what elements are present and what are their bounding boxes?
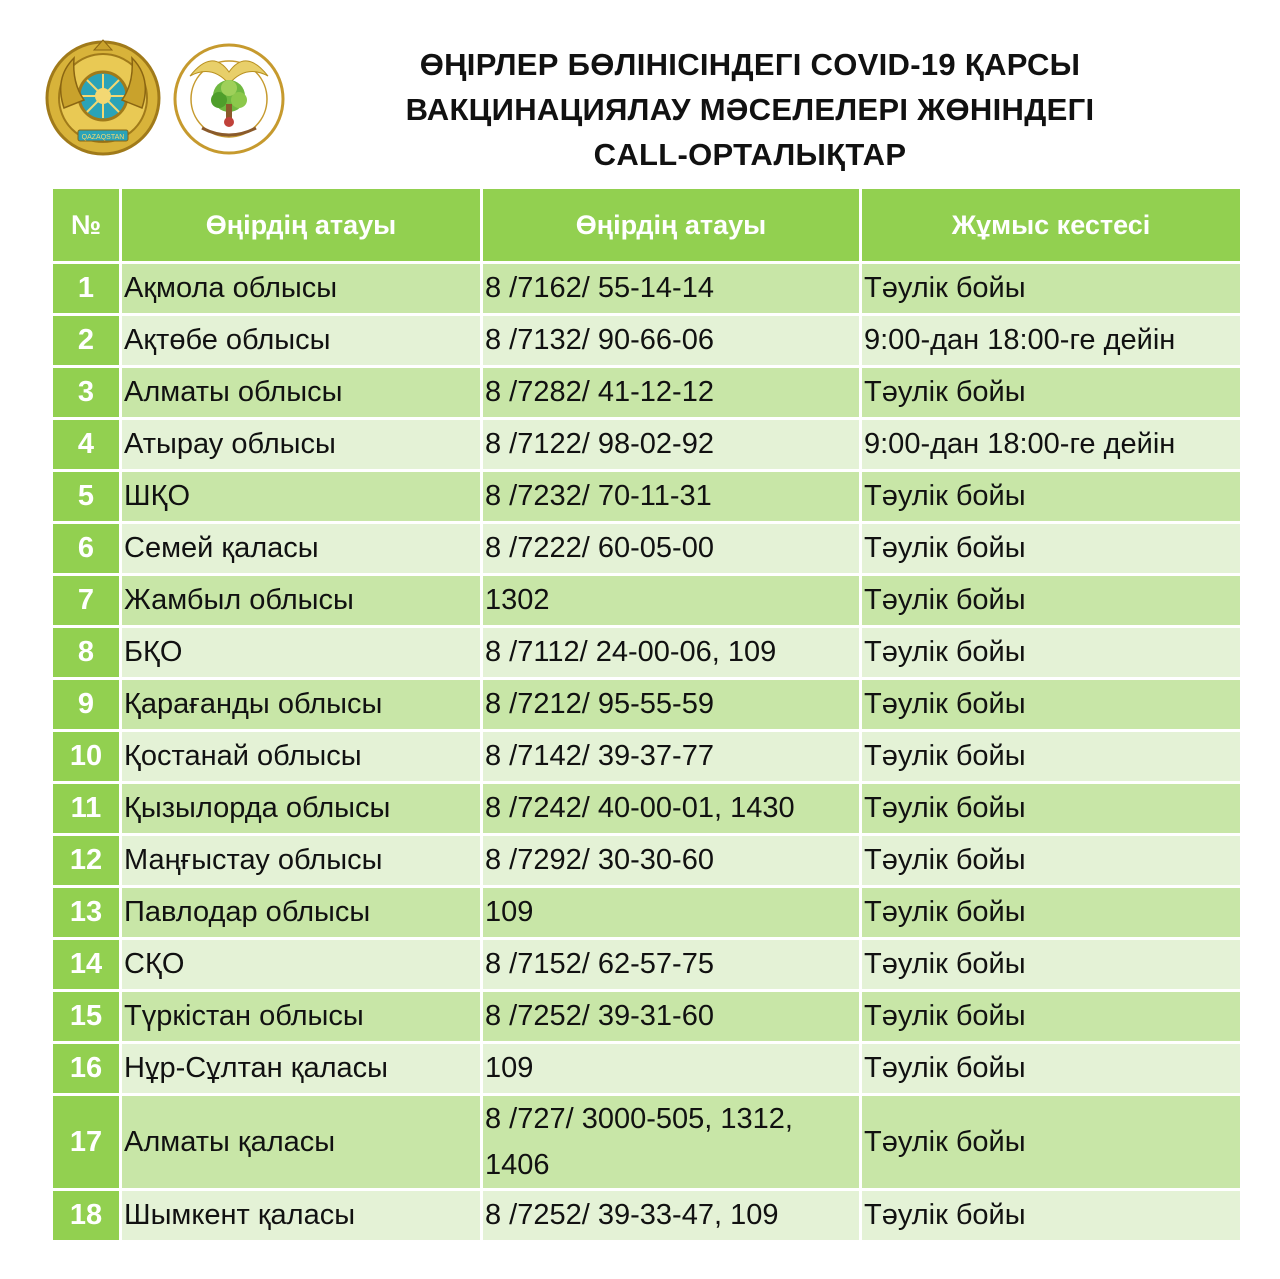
region-cell: Алматы облысы	[122, 368, 480, 417]
row-number: 16	[53, 1044, 119, 1093]
row-number: 1	[53, 264, 119, 313]
table-row	[53, 420, 1240, 469]
region-cell: Атырау облысы	[122, 420, 480, 469]
row-number: 8	[53, 628, 119, 677]
title-line-2: ВАКЦИНАЦИЯЛАУ МӘСЕЛЕЛЕРІ ЖӨНІНДЕГІ	[405, 92, 1095, 127]
phone-cell: 8 /7282/ 41-12-12	[483, 368, 859, 417]
schedule-cell: Тәулік бойы	[862, 264, 1240, 313]
row-number: 10	[53, 732, 119, 781]
schedule-cell: Тәулік бойы	[862, 628, 1240, 677]
table-row	[53, 1096, 1240, 1188]
table-row	[53, 576, 1240, 625]
region-cell: СҚО	[122, 940, 480, 989]
schedule-cell: Тәулік бойы	[862, 472, 1240, 521]
title-line-1: ӨҢІРЛЕР БӨЛІНІСІНДЕГІ COVID-19 ҚАРСЫ	[419, 47, 1081, 82]
row-number: 9	[53, 680, 119, 729]
table-row	[53, 628, 1240, 677]
table-row	[53, 316, 1240, 365]
phone-cell: 8 /7152/ 62-57-75	[483, 940, 859, 989]
table-row	[53, 940, 1240, 989]
table-row	[53, 732, 1240, 781]
table-row	[53, 836, 1240, 885]
call-centers-table	[50, 186, 1243, 1243]
schedule-cell: Тәулік бойы	[862, 888, 1240, 937]
phone-cell: 1302	[483, 576, 859, 625]
table-row	[53, 524, 1240, 573]
row-number: 13	[53, 888, 119, 937]
region-cell: Қостанай облысы	[122, 732, 480, 781]
row-number: 14	[53, 940, 119, 989]
schedule-cell: Тәулік бойы	[862, 940, 1240, 989]
table-row	[53, 1044, 1240, 1093]
region-cell: Қызылорда облысы	[122, 784, 480, 833]
logos	[40, 38, 300, 163]
schedule-cell: Тәулік бойы	[862, 1044, 1240, 1093]
row-number: 7	[53, 576, 119, 625]
region-cell: Ақмола облысы	[122, 264, 480, 313]
phone-cell: 8 /7112/ 24-00-06, 109	[483, 628, 859, 677]
title-line-3: CALL-ОРТАЛЫҚТАР	[593, 137, 907, 172]
region-cell: ШҚО	[122, 472, 480, 521]
table-row	[53, 680, 1240, 729]
phone-cell: 8 /7252/ 39-33-47, 109	[483, 1191, 859, 1240]
table-row	[53, 472, 1240, 521]
schedule-cell: Тәулік бойы	[862, 524, 1240, 573]
table-row	[53, 1191, 1240, 1240]
table-row	[53, 264, 1240, 313]
table-row	[53, 992, 1240, 1041]
kazakhstan-emblem-logo	[44, 38, 162, 158]
schedule-cell: Тәулік бойы	[862, 992, 1240, 1041]
header-schedule: Жұмыс кестесі	[862, 189, 1240, 261]
row-number: 3	[53, 368, 119, 417]
schedule-cell: Тәулік бойы	[862, 368, 1240, 417]
row-number: 12	[53, 836, 119, 885]
phone-cell: 109	[483, 888, 859, 937]
phone-cell: 8 /7222/ 60-05-00	[483, 524, 859, 573]
region-cell: Шымкент қаласы	[122, 1191, 480, 1240]
phone-cell: 8 /727/ 3000-505, 1312, 1406	[483, 1096, 859, 1188]
phone-cell: 8 /7212/ 95-55-59	[483, 680, 859, 729]
region-cell: Маңғыстау облысы	[122, 836, 480, 885]
header-phone: Өңірдің атауы	[483, 189, 859, 261]
schedule-cell: 9:00-дан 18:00-ге дейін	[862, 316, 1240, 365]
region-cell: Ақтөбе облысы	[122, 316, 480, 365]
public-health-center-logo	[172, 42, 286, 156]
schedule-cell: Тәулік бойы	[862, 732, 1240, 781]
svg-text:QAZAQSTAN: QAZAQSTAN	[81, 134, 125, 141]
schedule-cell: Тәулік бойы	[862, 1096, 1240, 1188]
region-cell: Семей қаласы	[122, 524, 480, 573]
phone-cell: 109	[483, 1044, 859, 1093]
row-number: 2	[53, 316, 119, 365]
row-number: 5	[53, 472, 119, 521]
region-cell: Түркістан облысы	[122, 992, 480, 1041]
table-row	[53, 784, 1240, 833]
schedule-cell: 9:00-дан 18:00-ге дейін	[862, 420, 1240, 469]
phone-cell: 8 /7122/ 98-02-92	[483, 420, 859, 469]
phone-cell: 8 /7292/ 30-30-60	[483, 836, 859, 885]
region-cell: Павлодар облысы	[122, 888, 480, 937]
row-number: 4	[53, 420, 119, 469]
region-cell: Нұр-Сұлтан қаласы	[122, 1044, 480, 1093]
schedule-cell: Тәулік бойы	[862, 784, 1240, 833]
schedule-cell: Тәулік бойы	[862, 576, 1240, 625]
schedule-cell: Тәулік бойы	[862, 1191, 1240, 1240]
header-region: Өңірдің атауы	[122, 189, 480, 261]
region-cell: Қарағанды облысы	[122, 680, 480, 729]
region-cell: БҚО	[122, 628, 480, 677]
phone-cell: 8 /7132/ 90-66-06	[483, 316, 859, 365]
row-number: 15	[53, 992, 119, 1041]
row-number: 11	[53, 784, 119, 833]
schedule-cell: Тәулік бойы	[862, 836, 1240, 885]
row-number: 17	[53, 1096, 119, 1188]
phone-cell: 8 /7252/ 39-31-60	[483, 992, 859, 1041]
table-header-row	[53, 189, 1240, 261]
phone-cell: 8 /7242/ 40-00-01, 1430	[483, 784, 859, 833]
row-number: 18	[53, 1191, 119, 1240]
phone-cell: 8 /7232/ 70-11-31	[483, 472, 859, 521]
phone-cell: 8 /7142/ 39-37-77	[483, 732, 859, 781]
header-number: №	[53, 189, 119, 261]
phone-cell: 8 /7162/ 55-14-14	[483, 264, 859, 313]
row-number: 6	[53, 524, 119, 573]
region-cell: Жамбыл облысы	[122, 576, 480, 625]
table-row	[53, 368, 1240, 417]
table-row	[53, 888, 1240, 937]
region-cell: Алматы қаласы	[122, 1096, 480, 1188]
schedule-cell: Тәулік бойы	[862, 680, 1240, 729]
page-title	[300, 42, 1200, 177]
